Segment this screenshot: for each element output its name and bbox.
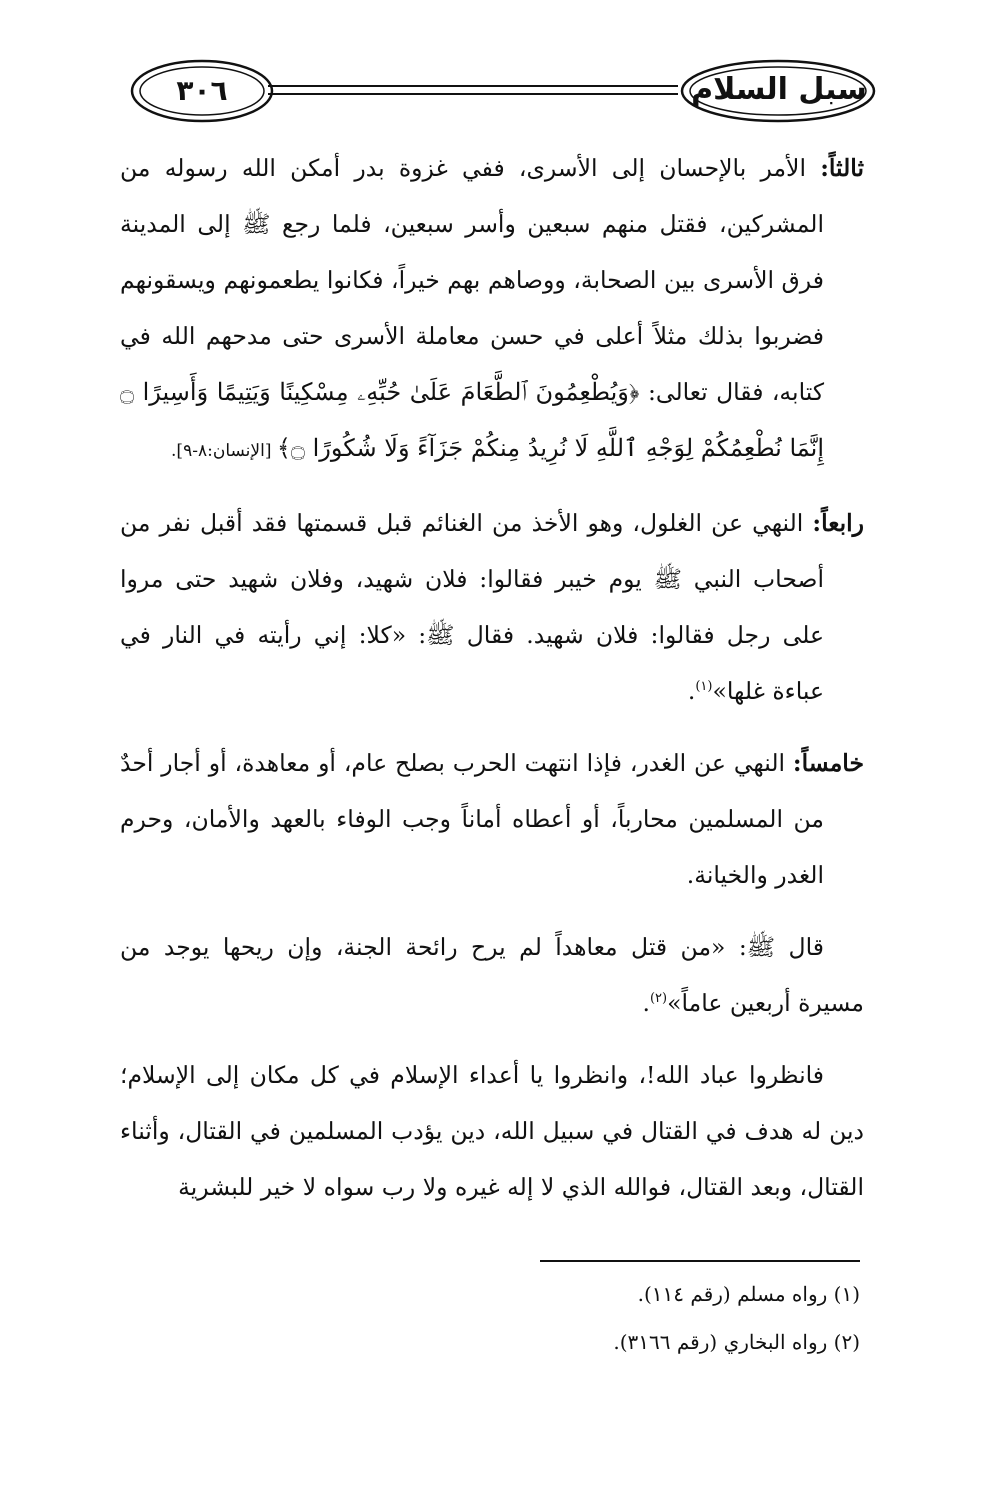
paragraph-lead: رابعاً: xyxy=(812,509,864,537)
quran-verse: ﴿وَيُطْعِمُونَ ٱلطَّعَامَ عَلَىٰ حُبِّهِۦ مِسْكِينًا وَيَتِيمًا وَأَسِيرًا ۝ إِنَّمَا نُطْعِمُكُمْ لِوَجْهِ ٱللَّهِ لَا نُرِيدُ مِنكُمْ جَزَآءً وَلَا شُكُورًا ۝﴾ xyxy=(120,378,824,462)
paragraph-text-end: . xyxy=(687,677,696,705)
paragraph-text-end: . xyxy=(642,989,650,1017)
verse-reference: [الإنسان:٨-٩]. xyxy=(171,441,277,461)
main-text xyxy=(120,140,864,1215)
paragraph-text: الأمر بالإحسان إلى الأسرى، ففي غزوة بدر أمكن الله رسوله من المشركين، فقتل منهم سبعين وأسر سبعين، فلما رجع ﷺ إلى المدينة فرق الأسرى بين الصحابة، ووصاهم بهم خيراً، فكانوا يطعمونهم ويسقونهم فضربوا بذلك مثلاً أعلى في حسن معاملة الأسرى حتى مدحهم الله في كتابه، فقال تعالى: xyxy=(120,154,825,406)
paragraph-text: قال ﷺ: «من قتل معاهداً لم يرح رائحة الجنة، وإن ريحها يوجد من مسيرة أربعين عاماً» xyxy=(120,933,864,1017)
paragraph-third xyxy=(120,140,864,479)
paragraph-text: النهي عن الغلول، وهو الأخذ من الغنائم قبل قسمتها فقد أقبل نفر من أصحاب النبي ﷺ يوم خيبر فقالوا: فلان شهيد، وفلان شهيد حتى مروا على رجل فقالوا: فلان شهيد. فقال ﷺ: «كلا: إني رأيته في النار في عباءة غلها» xyxy=(120,509,824,705)
footnote-marker: (١) xyxy=(695,679,713,695)
footnotes xyxy=(380,1270,860,1366)
paragraph-conclusion xyxy=(120,1047,864,1215)
paragraph-fifth xyxy=(120,735,864,903)
paragraph-text: فانظروا عباد الله!، وانظروا يا أعداء الإسلام في كل مكان إلى الإسلام؛ دين له هدف في القتال في سبيل الله، دين يؤدب المسلمين في القتال، وأثناء القتال، وبعد القتال، فوالله الذي لا إله غيره ولا رب سواه لا خير للبشرية xyxy=(120,1061,864,1201)
footnote-marker: (٢) xyxy=(649,991,668,1007)
page-header xyxy=(118,52,878,132)
book-title: سبل السلام xyxy=(691,72,867,107)
page-number: ٣٠٦ xyxy=(176,74,228,107)
footnote-item: (٢) رواه البخاري (رقم ٣١٦٦). xyxy=(613,1330,860,1354)
footnote-item: (١) رواه مسلم (رقم ١١٤). xyxy=(637,1282,860,1306)
paragraph-lead: ثالثاً: xyxy=(820,154,864,182)
paragraph-fourth xyxy=(120,495,864,719)
footnote-divider xyxy=(540,1260,860,1262)
paragraph-lead: خامساً: xyxy=(792,749,864,777)
paragraph-hadith xyxy=(120,919,864,1031)
paragraph-text: النهي عن الغدر، فإذا انتهت الحرب بصلح عام، أو معاهدة، أو أجار أحدٌ من المسلمين محارباً، أو أعطاه أماناً وجب الوفاء بالعهد والأمان، وحرم الغدر والخيانة. xyxy=(120,749,824,889)
